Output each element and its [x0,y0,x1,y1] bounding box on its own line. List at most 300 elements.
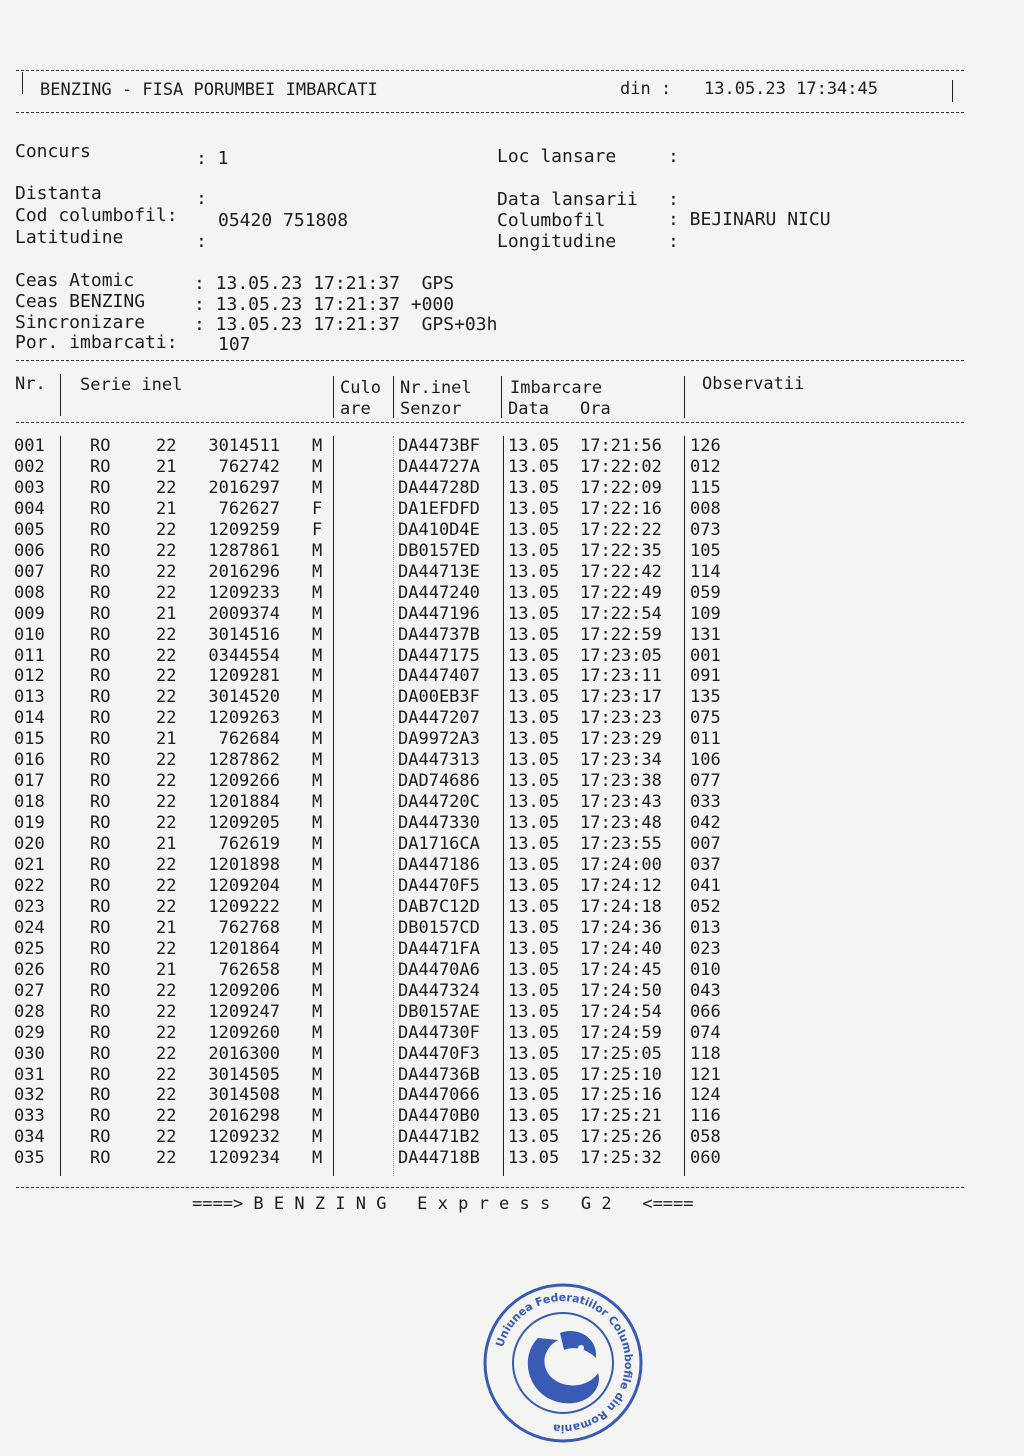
ring-country: RO [90,1001,111,1022]
table-row [0,562,1024,583]
ring-number: 762627 [218,498,280,519]
loc-lansare-value: : [668,146,679,167]
table-row [0,918,1024,939]
ring-country: RO [90,917,111,938]
ring-country: RO [90,792,111,813]
observation: 126 [690,436,721,456]
table-row [0,813,1024,834]
boarding-time: 17:24:54 [580,1001,662,1022]
table-row [0,897,1024,918]
row-number: 017 [14,771,45,792]
ring-country: RO [90,582,111,603]
ring-year: 22 [156,582,177,603]
ring-number: 1201898 [208,855,280,875]
table-row [0,666,1024,687]
sex: M [312,771,323,792]
sex: M [312,1106,323,1127]
ring-year: 22 [156,1127,177,1148]
boarding-date: 13.05 [508,708,560,729]
ring-country: RO [90,540,111,561]
sensor-id: DAB7C12D [398,896,480,917]
sensor-id: DAD74686 [398,771,480,792]
observation: 077 [690,771,721,792]
boarding-time: 17:22:22 [580,519,662,540]
boarding-date: 13.05 [508,834,560,855]
data-lansarii-label: Data lansarii [497,189,638,210]
sensor-id: DA1716CA [398,834,480,855]
sensor-id: DA44736B [398,1064,480,1085]
sex: M [312,959,323,980]
col-divider-imbarcare [684,376,685,418]
sex: F [312,519,323,540]
ring-country: RO [90,875,111,896]
ring-country: RO [90,708,111,729]
ring-number: 1209232 [208,1127,280,1148]
ring-country: RO [90,1106,111,1127]
ring-country: RO [90,729,111,750]
ring-country: RO [90,959,111,980]
ring-country: RO [90,477,111,498]
concurs-value: : 1 [196,148,229,169]
ring-year: 22 [156,436,177,456]
sensor-id: DB0157CD [398,917,480,938]
ring-year: 22 [156,645,177,666]
row-number: 028 [14,1001,45,1022]
ring-year: 22 [156,1043,177,1064]
table-row [0,792,1024,813]
ring-country: RO [90,1022,111,1043]
ring-country: RO [90,771,111,792]
ring-number: 2016296 [208,561,280,582]
ring-year: 22 [156,477,177,498]
ring-number: 1209234 [208,1148,280,1169]
boarding-date: 13.05 [508,1127,560,1148]
table-row [0,625,1024,646]
boarding-date: 13.05 [508,875,560,896]
sensor-id: DB0157AE [398,1001,480,1022]
row-number: 007 [14,561,45,582]
observation: 114 [690,561,721,582]
row-number: 003 [14,477,45,498]
col-divider-serie [333,376,334,418]
observation: 001 [690,645,721,666]
boarding-date: 13.05 [508,1022,560,1043]
sensor-id: DA4471FA [398,938,480,959]
sex: M [312,1001,323,1022]
ring-year: 22 [156,687,177,708]
table-row [0,646,1024,667]
ring-year: 22 [156,855,177,875]
ring-country: RO [90,1127,111,1148]
ring-country: RO [90,666,111,687]
ring-country: RO [90,834,111,855]
boarding-date: 13.05 [508,519,560,540]
boarding-time: 17:22:42 [580,561,662,582]
ring-year: 22 [156,792,177,813]
sex: M [312,750,323,771]
boarding-time: 17:23:11 [580,666,662,687]
ring-year: 22 [156,875,177,896]
ring-number: 2016297 [208,477,280,498]
sex: M [312,624,323,645]
din-label: din : [620,79,672,99]
sensor-id: DA447207 [398,708,480,729]
table-row [0,1127,1024,1148]
ring-year: 21 [156,498,177,519]
sensor-id: DA447407 [398,666,480,687]
sex: M [312,645,323,666]
boarding-time: 17:23:23 [580,708,662,729]
sensor-id: DA447196 [398,603,480,624]
porumbei-imbarcati-label: Por. imbarcati: [15,332,178,353]
boarding-time: 17:25:05 [580,1043,662,1064]
ring-number: 3014511 [208,436,280,456]
ring-year: 22 [156,1022,177,1043]
sensor-id: DA447330 [398,813,480,834]
row-number: 012 [14,666,45,687]
table-bottom-rule [16,1187,964,1188]
table-row [0,436,1024,457]
ring-country: RO [90,750,111,771]
row-number: 008 [14,582,45,603]
ring-number: 762684 [218,729,280,750]
ring-year: 22 [156,813,177,834]
table-row [0,583,1024,604]
boarding-date: 13.05 [508,1085,560,1106]
ring-year: 22 [156,896,177,917]
boarding-time: 17:25:26 [580,1127,662,1148]
boarding-date: 13.05 [508,1106,560,1127]
col-divider-senzor [501,376,502,418]
row-number: 001 [14,436,45,456]
ring-year: 22 [156,1001,177,1022]
boarding-date: 13.05 [508,624,560,645]
ring-number: 3014505 [208,1064,280,1085]
ring-number: 1209247 [208,1001,280,1022]
sex: M [312,1127,323,1148]
ring-country: RO [90,1064,111,1085]
boarding-date: 13.05 [508,1001,560,1022]
boarding-date: 13.05 [508,666,560,687]
ring-country: RO [90,456,111,477]
observation: 013 [690,917,721,938]
ring-year: 22 [156,624,177,645]
boarding-date: 13.05 [508,498,560,519]
observation: 041 [690,875,721,896]
ring-number: 2016300 [208,1043,280,1064]
boarding-time: 17:23:48 [580,813,662,834]
observation: 042 [690,813,721,834]
observation: 011 [690,729,721,750]
observation: 109 [690,603,721,624]
ring-number: 1209205 [208,813,280,834]
table-row [0,729,1024,750]
row-number: 032 [14,1085,45,1106]
boarding-time: 17:23:55 [580,834,662,855]
boarding-time: 17:22:02 [580,456,662,477]
row-number: 026 [14,959,45,980]
table-row [0,541,1024,562]
ring-year: 21 [156,729,177,750]
boarding-date: 13.05 [508,436,560,456]
table-row [0,1023,1024,1044]
ring-country: RO [90,1043,111,1064]
row-number: 010 [14,624,45,645]
table-row [0,960,1024,981]
table-row [0,981,1024,1002]
sex: M [312,875,323,896]
boarding-time: 17:22:35 [580,540,662,561]
sensor-id: DA4470A6 [398,959,480,980]
ring-year: 22 [156,980,177,1001]
sensor-id: DA00EB3F [398,687,480,708]
ring-year: 21 [156,456,177,477]
porumbei-imbarcati-value: 107 [218,334,251,355]
boarding-time: 17:24:50 [580,980,662,1001]
observation: 121 [690,1064,721,1085]
sensor-id: DA44727A [398,456,480,477]
col-header-data: Data [508,399,549,419]
ring-number: 1209222 [208,896,280,917]
col-header-senzor: Senzor [400,399,462,419]
sex: M [312,477,323,498]
observation: 131 [690,624,721,645]
boarding-date: 13.05 [508,855,560,875]
boarding-time: 17:22:09 [580,477,662,498]
ring-number: 1209260 [208,1022,280,1043]
table-row [0,855,1024,876]
row-number: 011 [14,645,45,666]
sensor-id: DA4470F5 [398,875,480,896]
boarding-date: 13.05 [508,456,560,477]
longitudine-value: : [668,231,679,252]
row-number: 023 [14,896,45,917]
col-header-ora: Ora [580,399,611,419]
observation: 008 [690,498,721,519]
ring-country: RO [90,896,111,917]
sex: M [312,456,323,477]
table-row [0,1148,1024,1169]
boarding-date: 13.05 [508,582,560,603]
observation: 115 [690,477,721,498]
table-row [0,478,1024,499]
boarding-time: 17:24:00 [580,855,662,875]
ring-number: 3014508 [208,1085,280,1106]
sex: M [312,561,323,582]
row-number: 029 [14,1022,45,1043]
ring-number: 0344554 [208,645,280,666]
col-header-nr-inel: Nr.inel [400,378,472,398]
sex: M [312,1022,323,1043]
ring-year: 21 [156,959,177,980]
observation: 106 [690,750,721,771]
ring-country: RO [90,645,111,666]
table-row [0,520,1024,541]
sex: M [312,1148,323,1169]
row-number: 016 [14,750,45,771]
boarding-time: 17:24:59 [580,1022,662,1043]
distanta-value: : [196,188,207,209]
distanta-label: Distanta [15,183,102,204]
ring-country: RO [90,498,111,519]
sincronizare-value: : 13.05.23 17:21:37 GPS+03h [194,314,498,335]
sensor-id: DA4471B2 [398,1127,480,1148]
table-row [0,1002,1024,1023]
sensor-id: DA44730F [398,1022,480,1043]
header-right-bar [952,80,953,102]
sex: F [312,498,323,519]
sex: M [312,855,323,875]
ring-number: 1209233 [208,582,280,603]
boarding-time: 17:22:54 [580,603,662,624]
boarding-date: 13.05 [508,980,560,1001]
row-number: 004 [14,498,45,519]
sensor-id: DA447313 [398,750,480,771]
table-row [0,771,1024,792]
boarding-date: 13.05 [508,1043,560,1064]
boarding-time: 17:22:49 [580,582,662,603]
boarding-time: 17:25:10 [580,1064,662,1085]
boarding-date: 13.05 [508,729,560,750]
ring-year: 22 [156,771,177,792]
row-number: 033 [14,1106,45,1127]
ring-country: RO [90,519,111,540]
longitudine-label: Longitudine [497,231,617,252]
ring-number: 1287861 [208,540,280,561]
ring-year: 22 [156,1085,177,1106]
boarding-date: 13.05 [508,771,560,792]
sex: M [312,980,323,1001]
latitudine-label: Latitudine [15,227,124,248]
ring-country: RO [90,687,111,708]
observation: 135 [690,687,721,708]
boarding-time: 17:23:05 [580,645,662,666]
data-lansarii-value: : [668,189,679,210]
table-row [0,457,1024,478]
svg-text:Uniunea Federatiilor Columbofi: Uniunea Federatiilor Columbofile din Romania [493,1290,636,1436]
ring-number: 1201864 [208,938,280,959]
row-number: 034 [14,1127,45,1148]
cod-columbofil-value: 05420 751808 [218,210,349,231]
boarding-date: 13.05 [508,959,560,980]
ring-country: RO [90,855,111,875]
ring-number: 762619 [218,834,280,855]
boarding-date: 13.05 [508,561,560,582]
sensor-id: DA447175 [398,645,480,666]
row-number: 024 [14,917,45,938]
ring-number: 3014520 [208,687,280,708]
sensor-id: DA447066 [398,1085,480,1106]
ring-year: 22 [156,750,177,771]
sensor-id: DA44728D [398,477,480,498]
cod-columbofil-label: Cod columbofil: [15,205,178,226]
observation: 058 [690,1127,721,1148]
row-number: 022 [14,875,45,896]
ring-number: 762658 [218,959,280,980]
sex: M [312,938,323,959]
sensor-id: DA4470B0 [398,1106,480,1127]
observation: 105 [690,540,721,561]
ring-number: 1287862 [208,750,280,771]
boarding-time: 17:23:29 [580,729,662,750]
table-row [0,1044,1024,1065]
row-number: 018 [14,792,45,813]
observation: 052 [690,896,721,917]
table-top-rule [16,360,964,361]
sex: M [312,917,323,938]
ring-number: 1209206 [208,980,280,1001]
observation: 074 [690,1022,721,1043]
boarding-time: 17:22:59 [580,624,662,645]
sex: M [312,582,323,603]
table-row [0,876,1024,897]
boarding-date: 13.05 [508,477,560,498]
table-row [0,939,1024,960]
header-left-bar [22,72,23,94]
boarding-time: 17:25:16 [580,1085,662,1106]
boarding-time: 17:24:36 [580,917,662,938]
col-header-culoare: Culo [340,378,381,398]
col-divider-nr [60,374,61,416]
sex: M [312,729,323,750]
col-header-nr: Nr. [15,374,46,394]
sex: M [312,603,323,624]
ring-number: 1209266 [208,771,280,792]
concurs-label: Concurs [15,141,91,162]
ring-country: RO [90,980,111,1001]
table-row [0,834,1024,855]
ceas-atomic-value: : 13.05.23 17:21:37 GPS [194,273,455,294]
observation: 075 [690,708,721,729]
ring-year: 22 [156,938,177,959]
sex: M [312,813,323,834]
sensor-id: DA44713E [398,561,480,582]
col-header-imbarcare: Imbarcare [510,378,603,398]
observation: 091 [690,666,721,687]
ring-number: 2009374 [208,603,280,624]
footer-banner: ====> B E N Z I N G E x p r e s s G 2 <==== [192,1194,694,1214]
din-value: 13.05.23 17:34:45 [704,79,878,99]
ring-country: RO [90,813,111,834]
boarding-date: 13.05 [508,896,560,917]
row-number: 027 [14,980,45,1001]
ring-country: RO [90,603,111,624]
boarding-time: 17:24:18 [580,896,662,917]
col-header-serie-inel: Serie inel [80,375,183,395]
ring-number: 3014516 [208,624,280,645]
observation: 066 [690,1001,721,1022]
sex: M [312,1085,323,1106]
row-number: 005 [14,519,45,540]
boarding-time: 17:25:32 [580,1148,662,1169]
sensor-id: DA44737B [398,624,480,645]
row-number: 021 [14,855,45,875]
ring-year: 22 [156,1148,177,1169]
sensor-id: DA9972A3 [398,729,480,750]
boarding-date: 13.05 [508,938,560,959]
sex: M [312,540,323,561]
observation: 010 [690,959,721,980]
boarding-date: 13.05 [508,1064,560,1085]
row-number: 030 [14,1043,45,1064]
sex: M [312,687,323,708]
ring-year: 22 [156,1064,177,1085]
table-row [0,708,1024,729]
ring-number: 1209204 [208,875,280,896]
ring-year: 21 [156,834,177,855]
document-title: BENZING - FISA PORUMBEI IMBARCATI [40,80,378,100]
ring-country: RO [90,1148,111,1169]
